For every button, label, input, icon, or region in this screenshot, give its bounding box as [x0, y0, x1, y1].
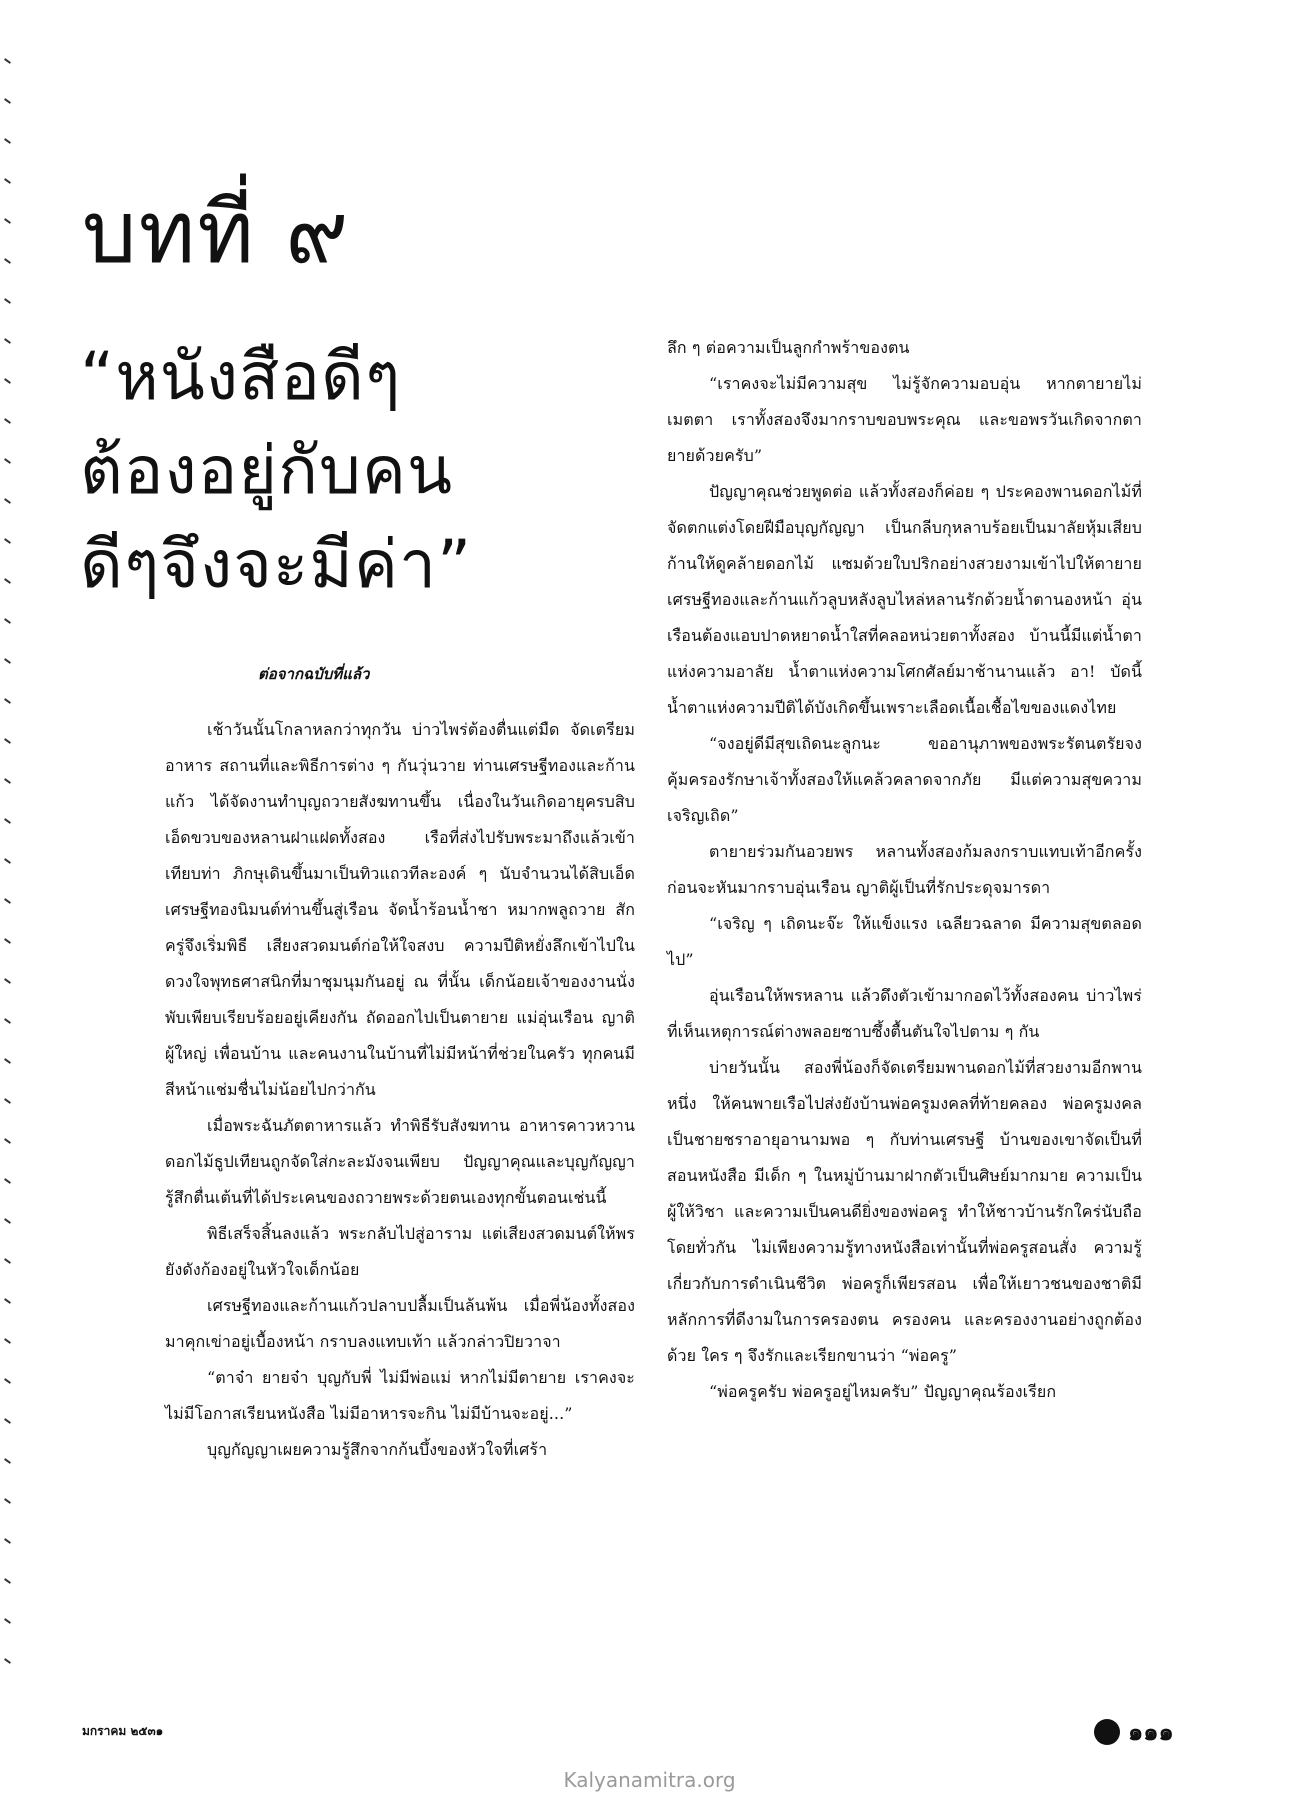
scan-margin-marks	[4, 60, 14, 1760]
paragraph: ปัญญาคุณช่วยพูดต่อ แล้วทั้งสองก็ค่อย ๆ ประคองพานดอกไม้ที่จัดตกแต่งโดยฝีมือบุญกัญญา เป็นกลีบกุหลาบร้อยเป็นมาลัยหุ้มเสียบก้านให้ดูคล้ายดอกไม้ แซมด้วยใบปริกอย่างสวยงามเข้าไปให้ตายาย เศรษฐีทองและก้านแก้วลูบหลังลูบไหล่หลานรักด้วยน้ำตานองหน้า อุ่นเรือนต้องแอบปาดหยาดน้ำใสที่คลอหน่วยตาทั้งสอง บ้านนี้มีแต่น้ำตาแห่งความอาลัย น้ำตาแห่งความโศกศัลย์มาช้านานแล้ว อา! บัดนี้น้ำตาแห่งความปีติได้บังเกิดขึ้นเพราะเลือดเนื้อเชื้อไขของแดงไทย	[667, 482, 1142, 717]
text-column-right	[667, 330, 1142, 1410]
paragraph: เช้าวันนั้นโกลาหลกว่าทุกวัน บ่าวไพร่ต้องตื่นแต่มืด จัดเตรียมอาหาร สถานที่และพิธีการต่าง ๆ กันวุ่นวาย ท่านเศรษฐีทองและก้านแก้ว ได้จัดงานทำบุญถวายสังฆทานขึ้น เนื่องในวันเกิดอายุครบสิบเอ็ดขวบของหลานฝาแฝดทั้งสอง เรือที่ส่งไปรับพระมาถึงแล้วเข้าเทียบท่า ภิกษุเดินขึ้นมาเป็นทิวแถวทีละองค์ ๆ นับจำนวนได้สิบเอ็ด เศรษฐีทองนิมนต์ท่านขึ้นสู่เรือน จัดน้ำร้อนน้ำชา หมากพลูถวาย สักครู่จึงเริ่มพิธี เสียงสวดมนต์ก่อให้ใจสงบ ความปีติหยั่งลึกเข้าไปในดวงใจพุทธศาสนิกที่มาชุมนุมกันอยู่ ณ ที่นั้น เด็กน้อยเจ้าของงานนั่งพับเพียบเรียบร้อยอยู่เคียงกัน ถัดออกไปเป็นตายาย แม่อุ่นเรือน ญาติผู้ใหญ่ เพื่อนบ้าน และคนงานในบ้านที่ไม่มีหน้าที่ช่วยในครัว ทุกคนมีสีหน้าแช่มชื่นไม่น้อยไปกว่ากัน	[165, 720, 635, 1099]
paragraph: บุญกัญญาเผยความรู้สึกจากก้นบึ้งของหัวใจที่เศร้า	[207, 1440, 548, 1459]
page-number: ๑๑๑	[1128, 1718, 1174, 1746]
continued-note: ต่อจากฉบับที่แล้ว	[258, 665, 370, 683]
chapter-title-line: ดีๆจึงจะมีค่า”	[80, 526, 473, 603]
paragraph: บ่ายวันนั้น สองพี่น้องก็จัดเตรียมพานดอกไม้ที่สวยงามอีกพานหนึ่ง ให้คนพายเรือไปส่งยังบ้านพ่อครูมงคลที่ท้ายคลอง พ่อครูมงคลเป็นชายชราอายุอานามพอ ๆ กับท่านเศรษฐี บ้านของเขาจัดเป็นที่สอนหนังสือ มีเด็ก ๆ ในหมู่บ้านมาฝากตัวเป็นศิษย์มากมาย ความเป็นผู้ให้วิชา และความเป็นคนดียิ่งของพ่อครู ทำให้ชาวบ้านรักใคร่นับถือโดยทั่วกัน ไม่เพียงความรู้ทางหนังสือเท่านั้นที่พ่อครูสอนสั่ง ความรู้เกี่ยวกับการดำเนินชีวิต พ่อครูก็เพียรสอน เพื่อให้เยาวชนของชาติมีหลักการที่ดีงามในการครองตน ครองคน และครองงานอย่างถูกต้องด้วย ใคร ๆ จึงรักและเรียกขานว่า “พ่อครู”	[667, 1058, 1142, 1365]
page-number-block	[1094, 1712, 1174, 1751]
paragraph: เมื่อพระฉันภัตตาหารแล้ว ทำพิธีรับสังฆทาน อาหารคาวหวาน ดอกไม้ธูปเทียนถูกจัดใส่กะละมังจนเพียบ ปัญญาคุณและบุญกัญญารู้สึกตื่นเต้นที่ได้ประเคนของถวายพระด้วยตนเองทุกขั้นตอนเช่นนี้	[165, 1116, 635, 1207]
paragraph: เศรษฐีทองและก้านแก้วปลาบปลื้มเป็นล้นพ้น เมื่อพี่น้องทั้งสองมาคุกเข่าอยู่เบื้องหน้า กราบลงแทบเท้า แล้วกล่าวปิยวาจา	[165, 1296, 635, 1351]
paragraph: “พ่อครูครับ พ่อครูอยู่ไหมครับ” ปัญญาคุณร้องเรียก	[709, 1382, 1057, 1401]
watermark: Kalyanamitra.org	[563, 1768, 736, 1792]
paragraph: “เราคงจะไม่มีความสุข ไม่รู้จักความอบอุ่น หากตายายไม่เมตตา เราทั้งสองจึงมากราบขอบพระคุณ และขอพรวันเกิดจากตายายด้วยครับ”	[667, 374, 1142, 465]
paragraph: อุ่นเรือนให้พรหลาน แล้วดึงตัวเข้ามากอดไว้ทั้งสองคน บ่าวไพร่ที่เห็นเหตุการณ์ต่างพลอยซาบซึ้งตื้นตันใจไปตาม ๆ กัน	[667, 986, 1142, 1041]
circle-icon	[1094, 1719, 1120, 1745]
paragraph: ตายายร่วมกันอวยพร หลานทั้งสองก้มลงกราบแทบเท้าอีกครั้ง ก่อนจะหันมากราบอุ่นเรือน ญาติผู้เป็นที่รักประดุจมารดา	[667, 842, 1142, 897]
issue-date: มกราคม ๒๕๓๑	[82, 1724, 164, 1738]
paragraph: “เจริญ ๆ เถิดนะจ๊ะ ให้แข็งแรง เฉลียวฉลาด มีความสุขตลอดไป”	[667, 914, 1142, 969]
chapter-title-line: “หนังสือดีๆ	[80, 338, 402, 415]
chapter-title-line: ต้องอยู่กับคน	[80, 432, 454, 509]
paragraph: “จงอยู่ดีมีสุขเถิดนะลูกนะ ขออานุภาพของพระรัตนตรัยจงคุ้มครองรักษาเจ้าทั้งสองให้แคล้วคลาดจากภัย มีแต่ความสุขความเจริญเถิด”	[667, 734, 1142, 825]
paragraph: พิธีเสร็จสิ้นลงแล้ว พระกลับไปสู่อาราม แต่เสียงสวดมนต์ให้พร ยังดังก้องอยู่ในหัวใจเด็กน้อย	[165, 1224, 635, 1279]
chapter-number: บทที่ ๙	[82, 183, 351, 283]
text-column-left	[165, 712, 635, 1468]
paragraph: ลึก ๆ ต่อความเป็นลูกกำพร้าของตน	[667, 338, 910, 357]
paragraph: “ตาจ๋า ยายจ๋า บุญกับพี่ ไม่มีพ่อแม่ หากไม่มีตายาย เราคงจะไม่มีโอกาสเรียนหนังสือ ไม่มีอาหารจะกิน ไม่มีบ้านจะอยู่...”	[165, 1368, 635, 1423]
chapter-title	[80, 330, 600, 612]
